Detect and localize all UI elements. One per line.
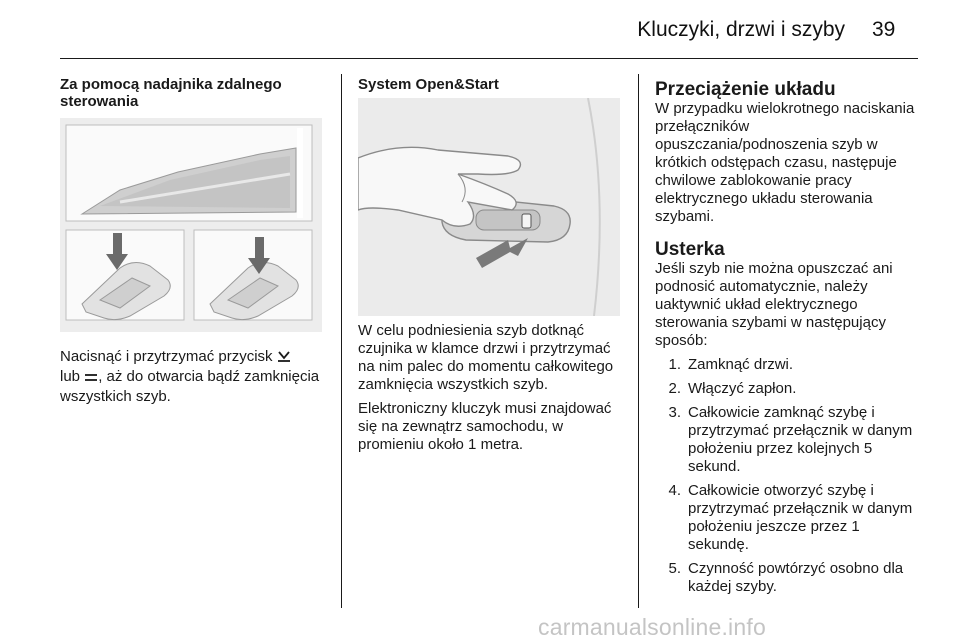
- remote-control-heading: Za pomocą nadajnika zdalnego sterowania: [60, 76, 282, 110]
- open-start-paragraph-2: Elektroniczny kluczyk musi znajdować się na zewnątrz samochodu, w promieniu około 1 metra.: [358, 400, 612, 453]
- window-close-symbol-icon: [277, 349, 291, 368]
- instruction-text-1: Nacisnąć i przytrzymać przycisk: [60, 348, 273, 365]
- page-number: 39: [872, 18, 896, 41]
- window-open-symbol-icon: [84, 370, 98, 388]
- column-divider-1: [341, 74, 342, 608]
- list-item: [655, 560, 923, 596]
- open-start-paragraph-1: W celu podniesienia szyb dotknąć czujnika w klamce drzwi i przytrzymać na nim palec do momentu całkowitego zamknięcia wszystkich szyb.: [358, 322, 614, 393]
- step-text: Czynność powtórzyć osobno dla każdej szyby.: [688, 560, 904, 595]
- overload-paragraph: W przypadku wielokrotnego naciskania przełączników opuszczania/podnoszenia szyb w krótkich odstępach czasu, następuje chwilowe zablokowanie pracy elektrycznego układu sterowania szybami.: [655, 100, 915, 225]
- step-text: Całkowicie otworzyć szybę i przytrzymać przełącznik w danym położeniu jeszcze przez 1 sekundę.: [688, 482, 913, 553]
- remote-key-illustration: [60, 118, 322, 332]
- column-remote-control: [60, 76, 332, 110]
- door-handle-drawing: [358, 98, 620, 316]
- list-item: [655, 380, 923, 398]
- fault-paragraph: Jeśli szyb nie można opuszczać ani podnosić automatycznie, należy uaktywnić układ elektrycznego sterowania szybami w następujący sposób:: [655, 260, 893, 349]
- step-text: Zamknąć drzwi.: [688, 356, 794, 373]
- remote-control-instructions: [60, 348, 332, 406]
- column-divider-2: [638, 74, 639, 608]
- step-number: 1.: [668, 356, 681, 373]
- remote-control-paragraph: [60, 348, 332, 406]
- list-item: [655, 356, 923, 374]
- watermark: carmanualsonline.info: [538, 614, 766, 640]
- list-item: [655, 482, 923, 554]
- instruction-text-3: , aż do otwarcia bądź zamknięcia wszystkich szyb.: [60, 368, 320, 405]
- list-item: [655, 404, 923, 476]
- step-text: Włączyć zapłon.: [688, 380, 797, 397]
- step-number: 5.: [668, 560, 681, 577]
- column-open-start: [358, 76, 626, 93]
- open-start-heading: System Open&Start: [358, 76, 499, 93]
- fault-steps-list: [655, 356, 923, 596]
- instruction-text-2: lub: [60, 368, 81, 385]
- column-overload-fault: [655, 80, 923, 596]
- step-number: 3.: [668, 404, 681, 421]
- step-number: 2.: [668, 380, 681, 397]
- step-number: 4.: [668, 482, 681, 499]
- page-header-title: Kluczyki, drzwi i szyby: [637, 18, 845, 41]
- door-handle-illustration: [358, 98, 620, 316]
- step-text: Całkowicie zamknąć szybę i przytrzymać przełącznik w danym położeniu przez kolejnych 5 sekund.: [688, 404, 913, 475]
- overload-heading: Przeciążenie układu: [655, 79, 836, 100]
- header-divider: [60, 58, 918, 59]
- open-start-text: [358, 322, 630, 454]
- fault-heading: Usterka: [655, 239, 725, 260]
- window-and-keys-drawing: [60, 118, 322, 332]
